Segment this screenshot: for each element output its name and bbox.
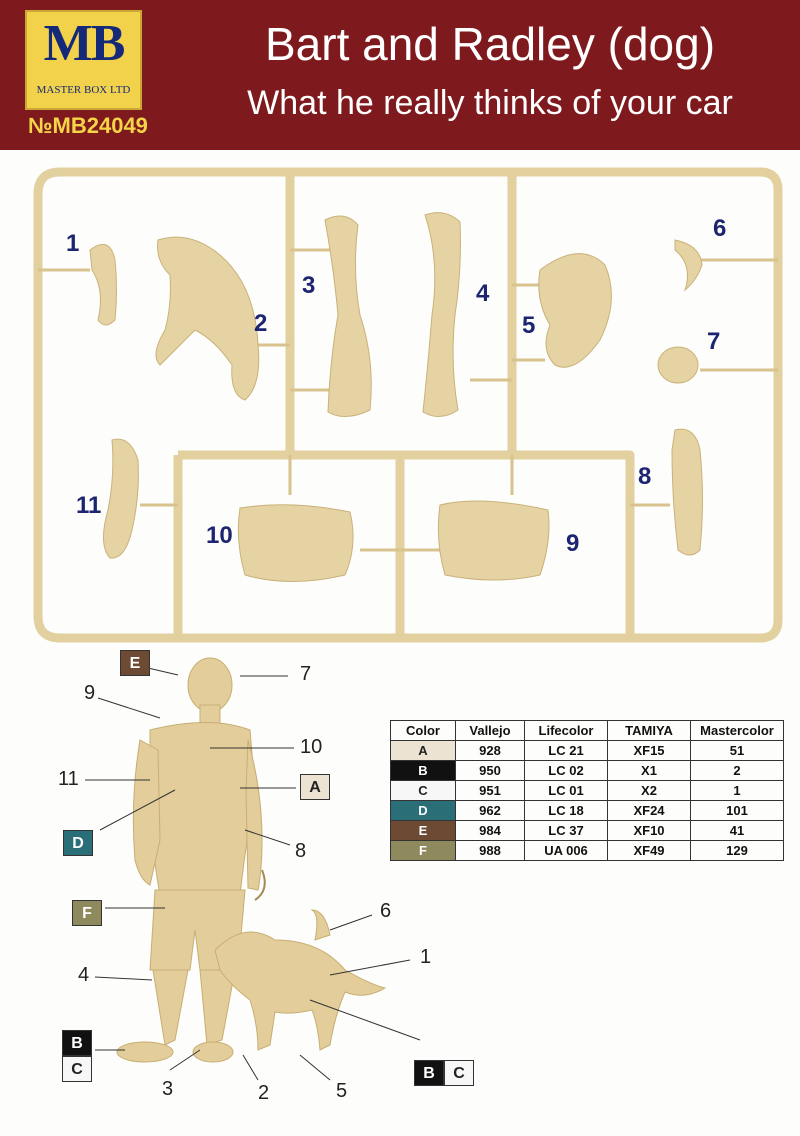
paint-tamiya: XF49 [608, 841, 691, 861]
paint-vallejo: 962 [456, 801, 525, 821]
paint-mastercolor: 101 [691, 801, 784, 821]
paint-mastercolor: 51 [691, 741, 784, 761]
paint-table-header-row [391, 721, 784, 741]
paint-tamiya: XF24 [608, 801, 691, 821]
paint-vallejo: 950 [456, 761, 525, 781]
sprue-part-number: 7 [707, 328, 721, 355]
paint-lifecolor: LC 01 [525, 781, 608, 801]
master-box-logo [25, 10, 142, 110]
paint-table-row [391, 841, 784, 861]
paint-tamiya: XF10 [608, 821, 691, 841]
paint-vallejo: 928 [456, 741, 525, 761]
paint-mastercolor: 129 [691, 841, 784, 861]
figure-callout: 9 [84, 682, 96, 704]
paint-vallejo: 951 [456, 781, 525, 801]
color-swatch-b: B [62, 1030, 92, 1056]
paint-table-row [391, 821, 784, 841]
sprue-part-number: 2 [254, 310, 268, 337]
paint-lifecolor: UA 006 [525, 841, 608, 861]
paint-tamiya: XF15 [608, 741, 691, 761]
kit-subtitle: What he really thinks of your car [247, 84, 733, 122]
color-swatch-a: A [300, 774, 330, 800]
sprue-diagram [0, 150, 800, 670]
color-swatch-e: E [120, 650, 150, 676]
paint-mastercolor: 2 [691, 761, 784, 781]
sprue-part-number: 11 [76, 492, 102, 519]
paint-color-code: E [391, 821, 456, 841]
paint-color-code: A [391, 741, 456, 761]
paint-lifecolor: LC 18 [525, 801, 608, 821]
kit-title: Bart and Radley (dog) [264, 18, 716, 70]
sprue-part-number: 10 [206, 522, 233, 549]
paint-reference-table [390, 720, 784, 861]
paint-lifecolor: LC 37 [525, 821, 608, 841]
paint-lifecolor: LC 02 [525, 761, 608, 781]
logo-company-name: MASTER BOX LTD [36, 84, 131, 96]
paint-vallejo: 984 [456, 821, 525, 841]
sprue-part-number: 6 [713, 215, 727, 242]
paint-tamiya: X1 [608, 761, 691, 781]
figure-callout: 3 [162, 1078, 174, 1100]
paint-table-row [391, 801, 784, 821]
figure-callout: 7 [300, 663, 312, 685]
color-swatch-b: B [414, 1060, 444, 1086]
paint-table-row [391, 781, 784, 801]
figure-callout: 1 [420, 946, 432, 968]
paint-table-row [391, 741, 784, 761]
sprue-part-number: 5 [522, 312, 536, 339]
sprue-part-number: 4 [476, 280, 490, 307]
figure-callout: 6 [380, 900, 392, 922]
paint-lifecolor: LC 21 [525, 741, 608, 761]
header-color: Color [391, 721, 456, 741]
paint-color-code: F [391, 841, 456, 861]
figure-callout: 8 [295, 840, 307, 862]
paint-mastercolor: 41 [691, 821, 784, 841]
paint-vallejo: 988 [456, 841, 525, 861]
paint-color-code: C [391, 781, 456, 801]
color-swatch-f: F [72, 900, 102, 926]
color-swatch-d: D [63, 830, 93, 856]
figure-callout: 2 [258, 1082, 270, 1104]
color-swatch-c: C [444, 1060, 474, 1086]
paint-mastercolor: 1 [691, 781, 784, 801]
figure-callout: 5 [336, 1080, 348, 1102]
paint-table-row [391, 761, 784, 781]
figure-callout: 10 [300, 736, 323, 758]
figure-callout: 4 [78, 964, 90, 986]
header-banner [0, 0, 800, 150]
sprue-part-number: 1 [66, 230, 80, 257]
sprue-part-number: 3 [302, 272, 316, 299]
paint-color-code: B [391, 761, 456, 781]
header-lifecolor: Lifecolor [525, 721, 608, 741]
header-tamiya: TAMIYA [608, 721, 691, 741]
catalog-number: №MB24049 [28, 113, 148, 138]
header-vallejo: Vallejo [456, 721, 525, 741]
logo-mb-text: MB [43, 15, 124, 72]
paint-tamiya: X2 [608, 781, 691, 801]
sprue-part-number: 8 [638, 463, 652, 490]
color-swatch-c: C [62, 1056, 92, 1082]
sprue-part-number: 9 [566, 530, 580, 557]
paint-color-code: D [391, 801, 456, 821]
header-mastercolor: Mastercolor [691, 721, 784, 741]
figure-callout: 11 [58, 768, 79, 790]
assembled-figure-illustration [0, 640, 800, 1136]
